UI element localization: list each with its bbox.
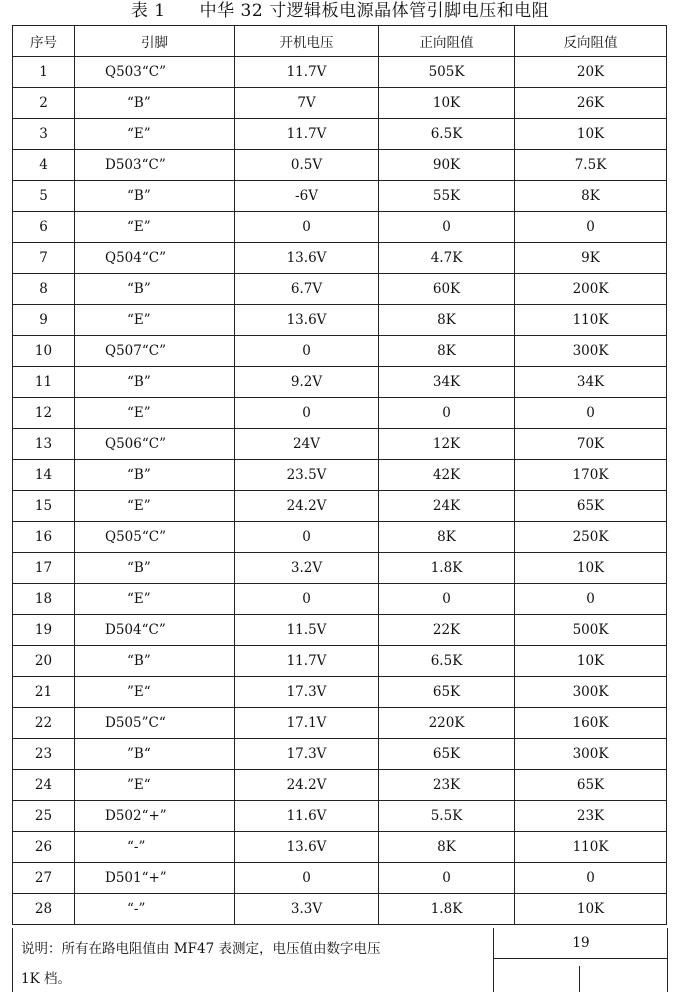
cell-pin: “B” xyxy=(75,367,235,398)
cell-forward-resistance: 1.8K xyxy=(379,553,515,584)
table-row xyxy=(13,739,667,770)
cell-no: 5 xyxy=(13,181,75,212)
cell-voltage: 13.6V xyxy=(235,243,379,274)
cell-pin: “-” xyxy=(75,894,235,925)
table-row xyxy=(13,212,667,243)
cell-no: 1 xyxy=(13,57,75,88)
cell-no: 26 xyxy=(13,832,75,863)
cell-reverse-resistance: 0 xyxy=(515,584,667,615)
header-no: 序号 xyxy=(13,26,75,57)
cell-reverse-resistance: 0 xyxy=(515,398,667,429)
cell-pin: D503“C” xyxy=(75,150,235,181)
table-body xyxy=(13,57,667,925)
header-row xyxy=(13,26,667,57)
cell-reverse-resistance: 160K xyxy=(515,708,667,739)
cell-reverse-resistance: 10K xyxy=(515,119,667,150)
table-row xyxy=(13,894,667,925)
cell-pin: Q506“C” xyxy=(75,429,235,460)
cell-no: 4 xyxy=(13,150,75,181)
table-label: 表 1 xyxy=(130,1,166,21)
cell-pin: ”E“ xyxy=(75,677,235,708)
cell-pin: Q505“C” xyxy=(75,522,235,553)
cell-reverse-resistance: 23K xyxy=(515,801,667,832)
cell-forward-resistance: 4.7K xyxy=(379,243,515,274)
table-row xyxy=(13,491,667,522)
cell-forward-resistance: 22K xyxy=(379,615,515,646)
page-box-lower xyxy=(493,958,668,992)
table-row xyxy=(13,832,667,863)
cell-voltage: 17.3V xyxy=(235,739,379,770)
cell-reverse-resistance: 34K xyxy=(515,367,667,398)
cell-forward-resistance: 8K xyxy=(379,522,515,553)
cell-no: 18 xyxy=(13,584,75,615)
cell-reverse-resistance: 300K xyxy=(515,336,667,367)
cell-voltage: 24.2V xyxy=(235,770,379,801)
cell-no: 2 xyxy=(13,88,75,119)
cell-pin: Q507“C” xyxy=(75,336,235,367)
table-row xyxy=(13,336,667,367)
cell-forward-resistance: 0 xyxy=(379,863,515,894)
footnote-line-1: 说明：所有在路电阻值由 MF47 表测定，电压值由数字电压 xyxy=(21,941,381,957)
cell-pin: “E” xyxy=(75,119,235,150)
cell-no: 27 xyxy=(13,863,75,894)
cell-voltage: 17.3V xyxy=(235,677,379,708)
cell-pin: “B” xyxy=(75,553,235,584)
page-number: 19 xyxy=(493,928,668,959)
cell-pin: “E” xyxy=(75,305,235,336)
footer xyxy=(12,928,668,992)
cell-reverse-resistance: 250K xyxy=(515,522,667,553)
cell-voltage: 0 xyxy=(235,863,379,894)
cell-pin: “E” xyxy=(75,398,235,429)
cell-voltage: 11.6V xyxy=(235,801,379,832)
cell-forward-resistance: 6.5K xyxy=(379,646,515,677)
cell-pin: “B” xyxy=(75,181,235,212)
cell-forward-resistance: 0 xyxy=(379,398,515,429)
cell-voltage: 3.2V xyxy=(235,553,379,584)
cell-voltage: 24V xyxy=(235,429,379,460)
cell-forward-resistance: 34K xyxy=(379,367,515,398)
table-row xyxy=(13,801,667,832)
cell-reverse-resistance: 110K xyxy=(515,305,667,336)
cell-pin: D501“+” xyxy=(75,863,235,894)
cell-voltage: 13.6V xyxy=(235,832,379,863)
table-row xyxy=(13,150,667,181)
cell-no: 21 xyxy=(13,677,75,708)
cell-no: 17 xyxy=(13,553,75,584)
cell-forward-resistance: 220K xyxy=(379,708,515,739)
cell-voltage: 11.7V xyxy=(235,119,379,150)
cell-voltage: 3.3V xyxy=(235,894,379,925)
cell-forward-resistance: 0 xyxy=(379,584,515,615)
cell-no: 6 xyxy=(13,212,75,243)
table-row xyxy=(13,553,667,584)
table-row xyxy=(13,398,667,429)
cell-forward-resistance: 5.5K xyxy=(379,801,515,832)
table-row xyxy=(13,429,667,460)
cell-no: 7 xyxy=(13,243,75,274)
cell-reverse-resistance: 300K xyxy=(515,677,667,708)
footnote-line-2: 1K 档。 xyxy=(21,971,71,987)
cell-forward-resistance: 10K xyxy=(379,88,515,119)
cell-voltage: -6V xyxy=(235,181,379,212)
cell-pin: “B” xyxy=(75,460,235,491)
table-row xyxy=(13,646,667,677)
table-row xyxy=(13,119,667,150)
table-row xyxy=(13,522,667,553)
header-reverse-resistance: 反向阻值 xyxy=(515,26,667,57)
cell-voltage: 17.1V xyxy=(235,708,379,739)
cell-no: 23 xyxy=(13,739,75,770)
cell-no: 24 xyxy=(13,770,75,801)
cell-no: 14 xyxy=(13,460,75,491)
cell-no: 13 xyxy=(13,429,75,460)
cell-forward-resistance: 65K xyxy=(379,739,515,770)
cell-pin: D505”C“ xyxy=(75,708,235,739)
cell-pin: D502“+” xyxy=(75,801,235,832)
table-row xyxy=(13,863,667,894)
cell-no: 20 xyxy=(13,646,75,677)
cell-reverse-resistance: 65K xyxy=(515,770,667,801)
table-row xyxy=(13,88,667,119)
cell-reverse-resistance: 9K xyxy=(515,243,667,274)
cell-reverse-resistance: 10K xyxy=(515,894,667,925)
cell-reverse-resistance: 10K xyxy=(515,553,667,584)
cell-voltage: 11.5V xyxy=(235,615,379,646)
cell-no: 15 xyxy=(13,491,75,522)
cell-pin: “-” xyxy=(75,832,235,863)
table-row xyxy=(13,181,667,212)
cell-reverse-resistance: 170K xyxy=(515,460,667,491)
table-row xyxy=(13,367,667,398)
cell-voltage: 0 xyxy=(235,336,379,367)
cell-no: 28 xyxy=(13,894,75,925)
cell-reverse-resistance: 20K xyxy=(515,57,667,88)
cell-voltage: 9.2V xyxy=(235,367,379,398)
cell-voltage: 7V xyxy=(235,88,379,119)
header-pin: 引脚 xyxy=(75,26,235,57)
cell-voltage: 11.7V xyxy=(235,57,379,88)
cell-no: 3 xyxy=(13,119,75,150)
table-row xyxy=(13,305,667,336)
cell-voltage: 23.5V xyxy=(235,460,379,491)
table-row xyxy=(13,274,667,305)
cell-forward-resistance: 60K xyxy=(379,274,515,305)
cell-reverse-resistance: 26K xyxy=(515,88,667,119)
cell-forward-resistance: 23K xyxy=(379,770,515,801)
cell-voltage: 0 xyxy=(235,584,379,615)
cell-voltage: 0 xyxy=(235,212,379,243)
header-voltage: 开机电压 xyxy=(235,26,379,57)
cell-voltage: 13.6V xyxy=(235,305,379,336)
cell-pin: Q503“C” xyxy=(75,57,235,88)
cell-no: 16 xyxy=(13,522,75,553)
cell-pin: “E” xyxy=(75,212,235,243)
table-row xyxy=(13,615,667,646)
cell-reverse-resistance: 110K xyxy=(515,832,667,863)
cell-pin: “B” xyxy=(75,88,235,119)
cell-pin: Q504“C” xyxy=(75,243,235,274)
cell-forward-resistance: 0 xyxy=(379,212,515,243)
cell-pin: “E” xyxy=(75,491,235,522)
cell-no: 10 xyxy=(13,336,75,367)
cell-voltage: 11.7V xyxy=(235,646,379,677)
cell-no: 19 xyxy=(13,615,75,646)
cell-reverse-resistance: 8K xyxy=(515,181,667,212)
table-row xyxy=(13,770,667,801)
cell-reverse-resistance: 65K xyxy=(515,491,667,522)
cell-pin: “E” xyxy=(75,584,235,615)
table-row xyxy=(13,460,667,491)
page-box-tick xyxy=(579,966,580,992)
cell-voltage: 0.5V xyxy=(235,150,379,181)
cell-voltage: 6.7V xyxy=(235,274,379,305)
cell-forward-resistance: 8K xyxy=(379,336,515,367)
cell-forward-resistance: 24K xyxy=(379,491,515,522)
cell-forward-resistance: 42K xyxy=(379,460,515,491)
cell-pin: “B” xyxy=(75,646,235,677)
cell-pin: ”B“ xyxy=(75,739,235,770)
cell-voltage: 0 xyxy=(235,398,379,429)
cell-forward-resistance: 8K xyxy=(379,832,515,863)
table-row xyxy=(13,677,667,708)
cell-reverse-resistance: 10K xyxy=(515,646,667,677)
cell-forward-resistance: 12K xyxy=(379,429,515,460)
table-title: 中华 32 寸逻辑板电源晶体管引脚电压和电阻 xyxy=(199,1,550,21)
cell-forward-resistance: 8K xyxy=(379,305,515,336)
cell-no: 25 xyxy=(13,801,75,832)
table-row xyxy=(13,708,667,739)
cell-reverse-resistance: 7.5K xyxy=(515,150,667,181)
table-row xyxy=(13,57,667,88)
cell-reverse-resistance: 500K xyxy=(515,615,667,646)
cell-reverse-resistance: 0 xyxy=(515,212,667,243)
cell-no: 9 xyxy=(13,305,75,336)
cell-no: 8 xyxy=(13,274,75,305)
cell-pin: D504“C” xyxy=(75,615,235,646)
cell-reverse-resistance: 0 xyxy=(515,863,667,894)
cell-reverse-resistance: 300K xyxy=(515,739,667,770)
footnote xyxy=(21,934,491,994)
cell-forward-resistance: 6.5K xyxy=(379,119,515,150)
cell-forward-resistance: 505K xyxy=(379,57,515,88)
cell-pin: “B” xyxy=(75,274,235,305)
table-row xyxy=(13,243,667,274)
cell-voltage: 24.2V xyxy=(235,491,379,522)
cell-forward-resistance: 55K xyxy=(379,181,515,212)
cell-forward-resistance: 65K xyxy=(379,677,515,708)
cell-forward-resistance: 1.8K xyxy=(379,894,515,925)
cell-no: 22 xyxy=(13,708,75,739)
transistor-pin-table xyxy=(12,25,667,925)
cell-voltage: 0 xyxy=(235,522,379,553)
cell-no: 12 xyxy=(13,398,75,429)
cell-forward-resistance: 90K xyxy=(379,150,515,181)
header-forward-resistance: 正向阻值 xyxy=(379,26,515,57)
table-caption xyxy=(0,0,680,24)
cell-reverse-resistance: 70K xyxy=(515,429,667,460)
cell-pin: ”E“ xyxy=(75,770,235,801)
cell-no: 11 xyxy=(13,367,75,398)
table-row xyxy=(13,584,667,615)
cell-reverse-resistance: 200K xyxy=(515,274,667,305)
